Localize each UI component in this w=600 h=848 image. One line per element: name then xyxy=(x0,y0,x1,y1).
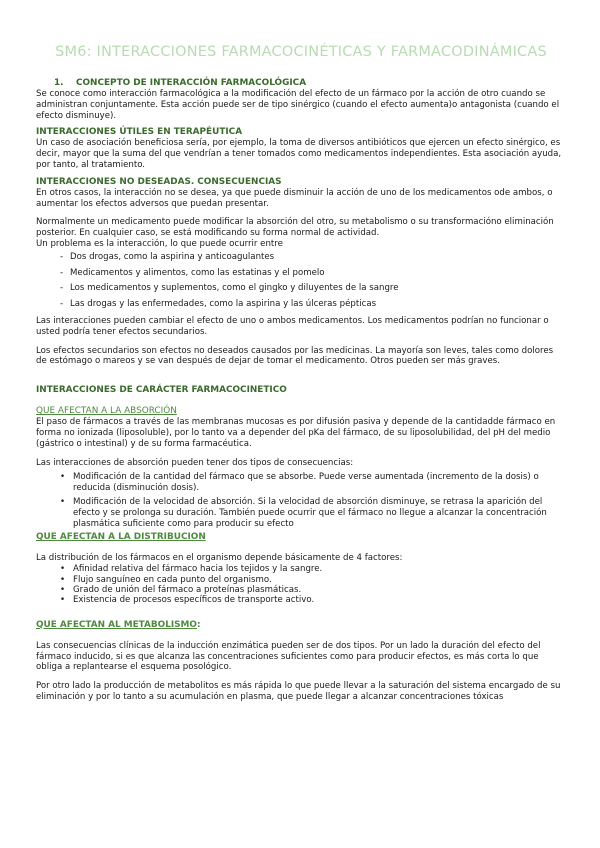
document-page xyxy=(36,36,566,703)
heading-interacciones-utiles: INTERACCIONES ÚTILES EN TERAPÉUTICA xyxy=(36,127,243,138)
heading-metabolismo: QUE AFECTAN AL METABOLISMO xyxy=(36,619,197,630)
paragraph-absorcion-2: Las interacciones de absorción pueden tener dos tipos de consecuencias: xyxy=(36,457,354,468)
heading-absorcion: QUE AFECTAN A LA ABSORCIÓN xyxy=(36,406,177,417)
heading-distribucion: QUE AFECTAN A LA DISTRIBUCION xyxy=(36,532,206,543)
list-item: • Modificación de la cantidad del fármaco que se absorbe. Puede verse aumentada (incremento de la dosis) o reducida (disminución dosis). xyxy=(36,472,566,494)
heading-farmacocinetico: INTERACCIONES DE CARÁCTER FARMACOCINETICO xyxy=(36,385,287,396)
list-item: • Flujo sanguíneo en cada punto del organismo. xyxy=(36,575,566,585)
paragraph-no-deseadas-3: Un problema es la interacción, lo que puede ocurrir entre xyxy=(36,238,283,249)
paragraph-no-deseadas-2: Normalmente un medicamento puede modificar la absorción del otro, su metabolismo o su transformacióno eliminación posterior. En cualquier caso, se está modificando su forma normal de actividad. xyxy=(36,217,554,239)
paragraph-concepto: Se conoce como interacción farmacológica a la modificación del efecto de un fármaco por la acción de otro cuando se administran conjuntamente. Esta acción puede ser de tipo sinérgico (cuando el efecto aumenta)o antagonista (cuando el efecto disminuye). xyxy=(36,89,560,121)
section-number: 1. xyxy=(54,78,64,88)
absorcion-consequences-list xyxy=(36,472,566,529)
section-heading-concepto xyxy=(54,78,566,89)
list-item: • Afinidad relativa del fármaco hacia los tejidos y la sangre. xyxy=(36,564,566,574)
list-item: - Dos drogas, como la aspirina y anticoagulantes xyxy=(36,252,566,263)
list-item: - Las drogas y las enfermedades, como la aspirina y las úlceras pépticas xyxy=(36,299,566,310)
document-title: SM6: INTERACCIONES FARMACOCINÉTICAS Y FARMACODINÁMICAS xyxy=(55,44,547,60)
interaction-types-list xyxy=(36,252,566,310)
paragraph-utiles: Un caso de asociación beneficiosa sería, por ejemplo, la toma de diversos antibióticos que ejercen un efecto sinérgico, es decir, mayor que la suma del que vendrían a tener tomados como medicamentos independientes. Esta asociación ayuda, por tanto, al tratamiento. xyxy=(36,138,562,170)
distribucion-factors-list xyxy=(36,564,566,606)
paragraph-no-deseadas-4: Las interacciones pueden cambiar el efecto de uno o ambos medicamentos. Los medicamentos podrían no funcionar o usted podría tener efectos secundarios. xyxy=(36,315,549,337)
section-heading-text: CONCEPTO DE INTERACCIÓN FARMACOLÓGICA xyxy=(76,78,307,88)
heading-interacciones-no-deseadas: INTERACCIONES NO DESEADAS. CONSECUENCIAS xyxy=(36,176,282,187)
list-item: - Los medicamentos y suplementos, como el gingko y diluyentes de la sangre xyxy=(36,283,566,294)
paragraph-no-deseadas-5: Los efectos secundarios son efectos no deseados causados por las medicinas. La mayoría son leves, tales como dolores de estómago o mareos y se van después de dejar de tomar el medicamento. Otros pueden ser más graves. xyxy=(36,345,554,367)
paragraph-metabolismo-2: Por otro lado la producción de metabolitos es más rápida lo que puede llevar a la saturación del sistema encargado de su eliminación y por lo tanto a su acumulación en plasma, que puede llegar a alcanzar concentraciones tóxicas xyxy=(36,681,561,702)
list-item: • Grado de unión del fármaco a proteínas plasmáticas. xyxy=(36,585,566,595)
list-item: - Medicamentos y alimentos, como las estatinas y el pomelo xyxy=(36,268,566,279)
paragraph-distribucion-1: La distribución de los fármacos en el organismo depende básicamente de 4 factores: xyxy=(36,553,403,564)
list-item: • Existencia de procesos específicos de transporte activo. xyxy=(36,595,566,605)
paragraph-absorcion-1: El paso de fármacos a través de las membranas mucosas es por difusión pasiva y depende de la cantidadde fármaco en forma no ionizada (liposoluble), por lo tanto va a depender del pKa del fármaco, de su liposolubilidad, del pH del medio (gástrico o intestinal) y de su forma farmacéutica. xyxy=(36,417,556,449)
heading-metabolismo-colon: : xyxy=(196,619,201,630)
list-item: • Modificación de la velocidad de absorción. Si la velocidad de absorción disminuye, se retrasa la aparición del efecto y se prolonga su duración. También puede ocurrir que el fármaco no llegue a alcanzar la concentración plasmática suficiente como para producir su efecto xyxy=(36,497,566,529)
paragraph-no-deseadas-1: En otros casos, la interacción no se desea, ya que puede disminuir la acción de uno de los medicamentos ode ambos, o aumentar los efectos adversos que puedan presentar. xyxy=(36,187,553,209)
paragraph-metabolismo-1: Las consecuencias clínicas de la inducción enzimática pueden ser de dos tipos. Por un lado la duración del efecto del fármaco inducido, si es que alcanza las concentraciones suficientes como para producir efectos, es más corta lo que obliga a replantearse el esquema posológico. xyxy=(36,640,541,673)
heading-metabolismo-row xyxy=(36,616,566,631)
